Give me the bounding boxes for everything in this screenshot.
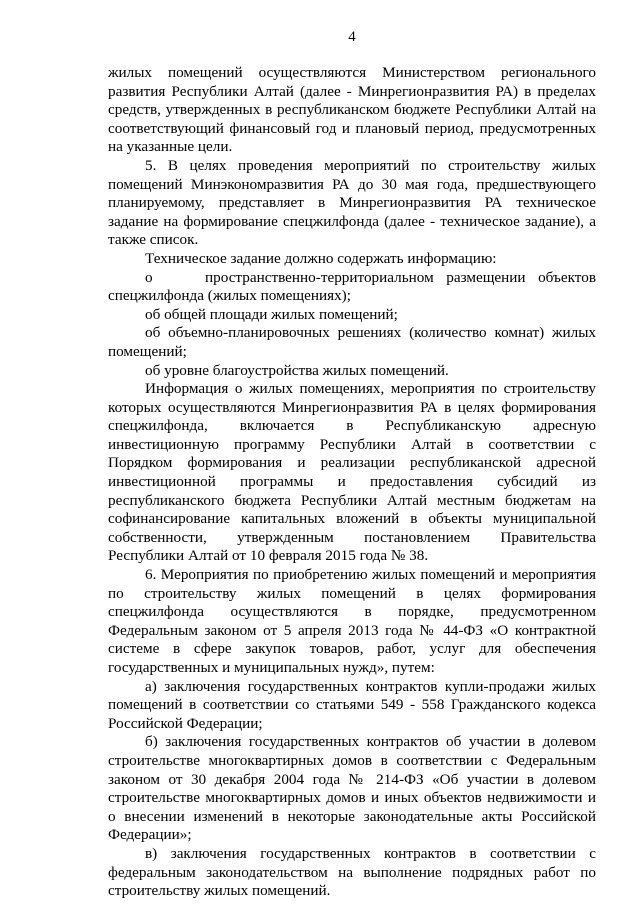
list-item-planning: об объемно-планировочных решениях (количество комнат) жилых помещений;	[108, 324, 596, 360]
list-item-location-text: пространственно-территориальном размещении объектов	[205, 268, 596, 286]
paragraph-tech-task-intro: Техническое задание должно содержать информацию:	[145, 249, 497, 267]
list-item-comfort: об уровне благоустройства жилых помещений.	[145, 361, 449, 379]
list-marker: о	[145, 268, 153, 286]
paragraph-info-program: Информация о жилых помещениях, мероприятия по строительству которых осуществляются Минрегионразвития РА в целях формирования спецжилфонда, включается в Республиканскую адресную инвестиционную программу Республики Алтай в соответствии с Порядком формирования и реализации республиканской адресной инвестиционной программы и предоставления субсидий из республиканского бюджета Республики Алтай местным бюджетам на софинансирование капитальных вложений в объекты муниципальной собственности, утвержденным постановлением Правительства Республики Алтай от 10 февраля 2015 года № 38.	[108, 380, 596, 565]
list-item-location-continuation: спецжилфонда (жилых помещениях);	[108, 287, 351, 305]
list-item-location	[108, 269, 596, 288]
paragraph-item-6: 6. Мероприятия по приобретению жилых помещений и мероприятия по строительству жилых помещений в целях формирования спецжилфонда осуществляются в порядке, предусмотренном Федеральным законом от 5 апреля 2013 года № 44-ФЗ «О контрактной системе в сфере закупок товаров, работ, услуг для обеспечения государственных и муниципальных нужд», путем:	[108, 566, 596, 676]
page-number: 4	[348, 29, 356, 45]
paragraph-item-6v: в) заключения государственных контрактов в соответствии с федеральным законодательством на выполнение подрядных работ по строительству жилых помещений.	[108, 844, 596, 900]
paragraph-item-6a: а) заключения государственных контрактов купли-продажи жилых помещений в соответствии со статьями 549 - 558 Гражданского кодекса Российской Федерации;	[108, 677, 596, 732]
document-page	[108, 28, 596, 901]
list-item-area: об общей площади жилых помещений;	[145, 305, 398, 323]
paragraph-item-5: 5. В целях проведения мероприятий по строительству жилых помещений Минэкономразвития РА до 30 мая года, предшествующего планируемому, представляет в Минрегионразвития РА техническое задание на формирование спецжилфонда (далее - техническое задание), а также список.	[108, 156, 596, 249]
paragraph-continuation: жилых помещений осуществляются Министерством регионального развития Республики Алтай (далее - Минрегионразвития РА) в пределах средств, утвержденных в республиканском бюджете Республики Алтай на соответствующий финансовый год и плановый период, предусмотренных на указанные цели.	[108, 64, 596, 156]
paragraph-item-6b: б) заключения государственных контрактов об участии в долевом строительстве многоквартирных домов в соответствии с Федеральным законом от 30 декабря 2004 года № 214-ФЗ «Об участии в долевом строительстве многоквартирных домов и иных объектов недвижимости и о внесении изменений в некоторые законодательные акты Российской Федерации»;	[108, 733, 596, 844]
